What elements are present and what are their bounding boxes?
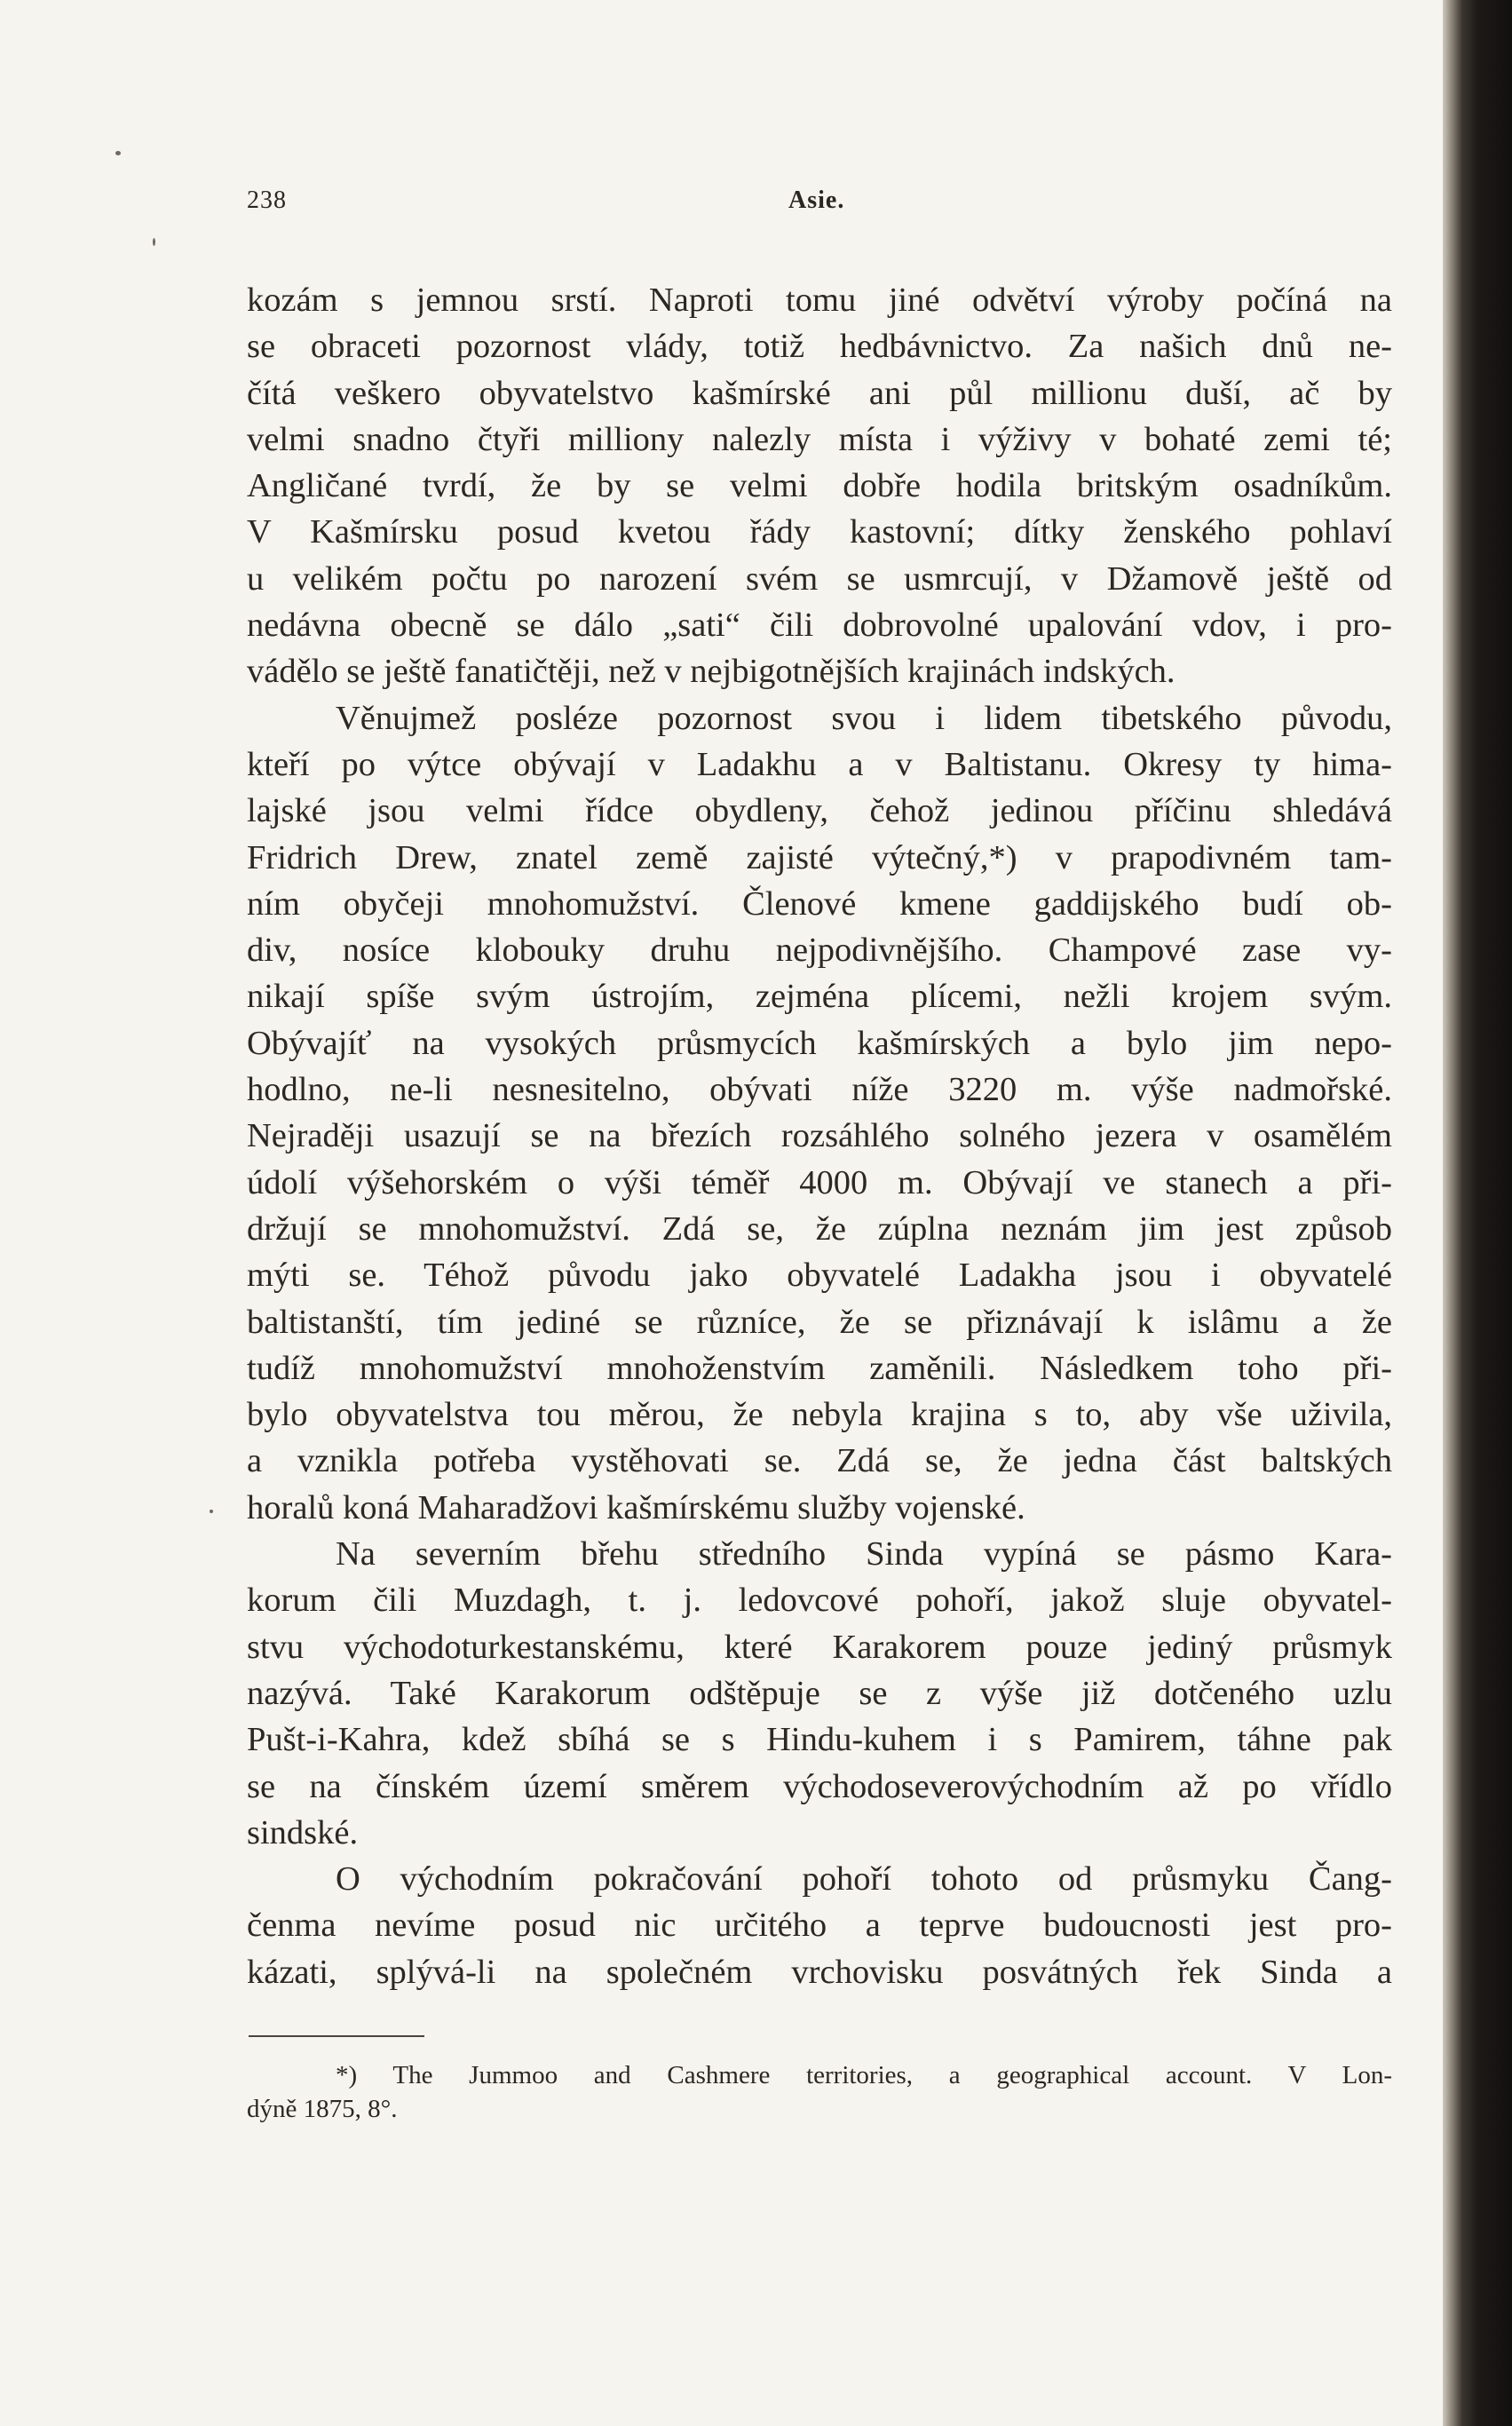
text-line: horalů koná Maharadžovi kašmírskému služby vojenské. (247, 1488, 1025, 1526)
text-line: u velikém počtu po narození svém se usmrcují, v Džamově ještě od (247, 559, 1392, 598)
text-line: a vznikla potřeba vystěhovati se. Zdá se, že jedna část baltských (247, 1442, 1392, 1480)
text-line: držují se mnohomužství. Zdá se, že zúplna neznám jim jest způsob (247, 1209, 1392, 1248)
paper-speck (153, 238, 155, 246)
footnote-line: *) The Jummoo and Cashmere territories, a geographical account. V Lon- (336, 2061, 1392, 2089)
text-line: čítá veškero obyvatelstvo kašmírské ani půl millionu duší, ač by (247, 374, 1392, 412)
text-line: O východním pokračování pohoří tohoto od průsmyku Čang- (336, 1860, 1392, 1899)
text-line: baltistanští, tím jediné se různíce, že se přiznávají k islâmu a že (247, 1303, 1392, 1341)
text-line: se na čínském území směrem východoseverovýchodním až po vřídlo (247, 1767, 1392, 1805)
text-line: hodlno, ne-li nesnesitelno, obývati níže 3220 m. výše nadmořské. (247, 1071, 1392, 1109)
text-line: V Kašmírsku posud kvetou řády kastovní; dítky ženského pohlaví (247, 513, 1392, 551)
text-line: čenma nevíme posud nic určitého a teprve budoucnosti jest pro- (247, 1907, 1392, 1945)
text-line: bylo obyvatelstva tou měrou, že nebyla krajina s to, aby vše uživila, (247, 1396, 1392, 1434)
text-line: nikají spíše svým ústrojím, zejména plícemi, nežli krojem svým. (247, 978, 1392, 1016)
footnote (247, 2058, 1392, 2126)
body-text (247, 277, 1392, 1995)
text-line: Nejraději usazují se na březích rozsáhlého solného jezera v osamělém (247, 1117, 1392, 1155)
text-line: údolí výšehorském o výši téměř 4000 m. Obývají ve stanech a při- (247, 1163, 1392, 1201)
footnote-divider (249, 2035, 424, 2037)
text-line: kteří po výtce obývají v Ladakhu a v Baltistanu. Okresy ty hima- (247, 745, 1392, 783)
text-line: ním obyčeji mnohomužství. Členové kmene gaddijského budí ob- (247, 884, 1392, 923)
text-line: nedávna obecně se dálo „sati“ čili dobrovolné upalování vdov, i pro- (247, 606, 1392, 645)
text-line: Na severním břehu středního Sinda vypíná se pásmo Kara- (336, 1535, 1392, 1574)
text-line: stvu východoturkestanskému, které Karakorem pouze jediný průsmyk (247, 1628, 1392, 1666)
text-line: div, nosíce klobouky druhu nejpodivnějšího. Champové zase vy- (247, 932, 1392, 970)
page-number: 238 (247, 186, 287, 214)
page-header (247, 186, 1392, 222)
text-line: kázati, splývá-li na společném vrchovisku posvátných řek Sinda a (247, 1953, 1392, 1991)
footnote-line: dýně 1875, 8°. (247, 2095, 398, 2123)
paper-speck (115, 151, 121, 155)
running-head: Asie. (788, 186, 845, 214)
text-line: Pušt-i-Kahra, kdež sbíhá se s Hindu-kuhem i s Pamirem, táhne pak (247, 1721, 1392, 1759)
text-line: Angličané tvrdí, že by se velmi dobře hodila britským osadníkům. (247, 467, 1392, 505)
paper-speck (210, 1510, 213, 1513)
text-line: vádělo se ještě fanatičtěji, než v nejbigotnějších krajinách indských. (247, 653, 1176, 691)
text-line: Fridrich Drew, znatel země zajisté výtečný,*) v prapodivném tam- (247, 838, 1392, 876)
text-line: kozám s jemnou srstí. Naproti tomu jiné odvětví výroby počíná na (247, 281, 1392, 319)
text-line: nazývá. Také Karakorum odštěpuje se z výše již dotčeného uzlu (247, 1674, 1392, 1712)
text-line: Věnujmež posléze pozornost svou i lidem tibetského původu, (336, 699, 1392, 737)
text-line: mýti se. Téhož původu jako obyvatelé Ladakha jsou i obyvatelé (247, 1257, 1392, 1295)
text-line: korum čili Muzdagh, t. j. ledovcové pohoří, jakož sluje obyvatel- (247, 1582, 1392, 1620)
text-line: lajské jsou velmi řídce obydleny, čehož jedinou příčinu shledává (247, 792, 1392, 830)
text-line: se obraceti pozornost vlády, totiž hedbávnictvo. Za našich dnů ne- (247, 328, 1392, 366)
book-binding-edge (1443, 0, 1512, 2426)
text-line: tudíž mnohomužství mnohoženstvím zaměnili. Následkem toho při- (247, 1349, 1392, 1387)
text-line: sindské. (247, 1813, 359, 1851)
text-line: Obývajíť na vysokých průsmycích kašmírských a bylo jim nepo- (247, 1024, 1392, 1062)
text-line: velmi snadno čtyři milliony nalezly místa i výživy v bohaté zemi té; (247, 420, 1392, 458)
